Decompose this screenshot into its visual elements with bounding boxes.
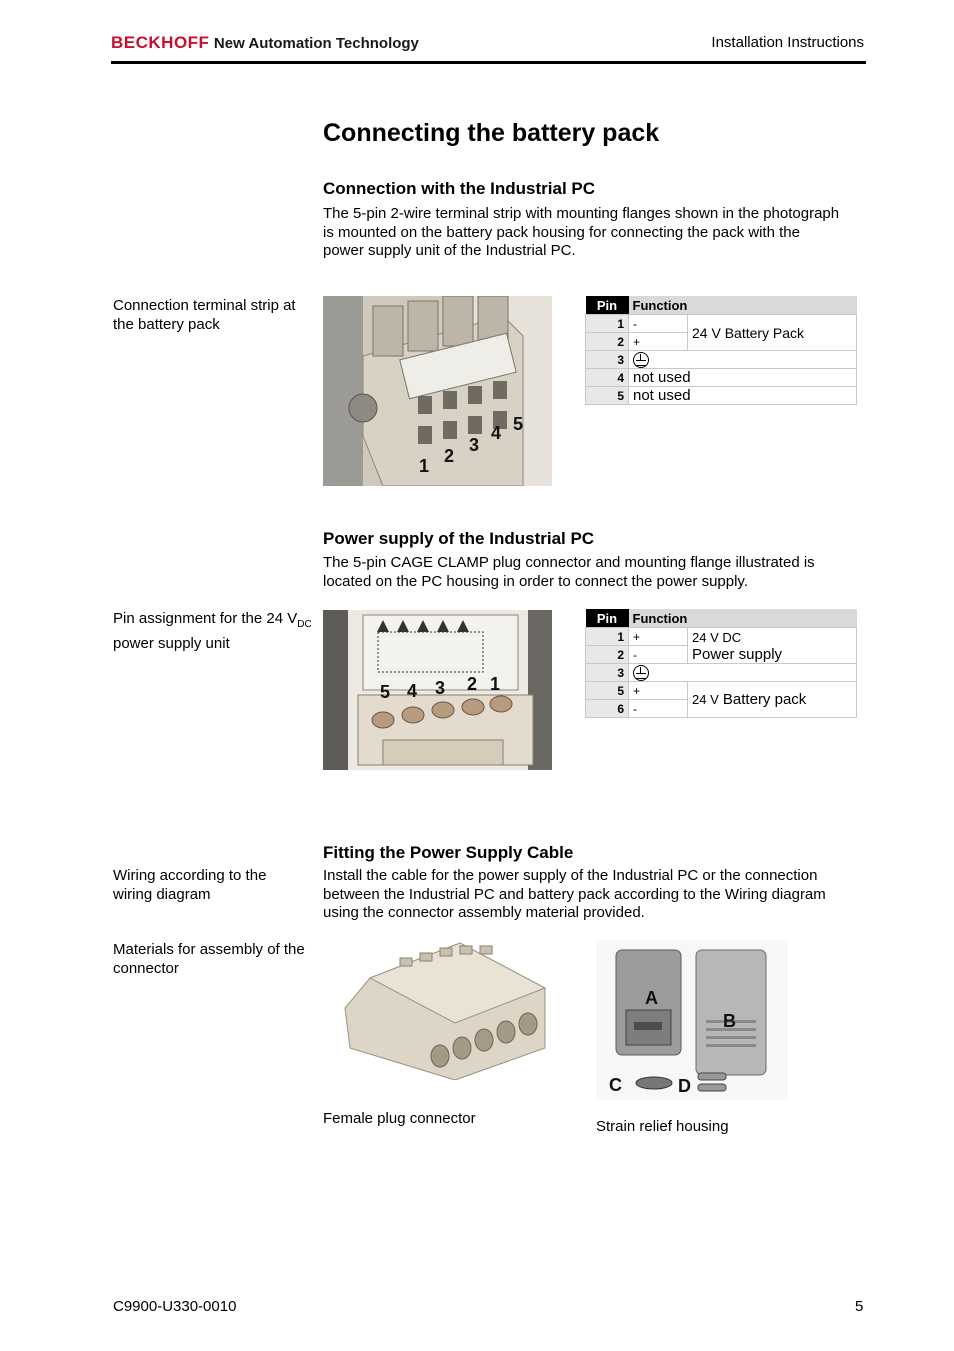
- pin-number: 3: [586, 351, 629, 369]
- table-row: [586, 387, 857, 405]
- callout-4: 4: [491, 423, 502, 443]
- page-title: Connecting the battery pack: [323, 119, 660, 147]
- section-heading-cable: Fitting the Power Supply Cable: [323, 843, 574, 862]
- pin-sign: +: [629, 682, 688, 700]
- col-header-function: Function: [629, 296, 857, 315]
- caption-strain-relief: Strain relief housing: [596, 1118, 729, 1135]
- pin-number: 5: [586, 682, 629, 700]
- section-heading-industrial-pc: Connection with the Industrial PC: [323, 179, 595, 198]
- pin-number: 1: [586, 628, 629, 646]
- side-label-materials: Materials for assembly of the connector: [113, 941, 305, 977]
- pin-table-battery-pack: [585, 296, 857, 405]
- pin-sign: +: [629, 333, 688, 351]
- ground-icon: [633, 665, 649, 681]
- pin-sign: -: [629, 646, 688, 664]
- side-label-pre: Pin assignment for the 24 V: [113, 610, 298, 627]
- callout-d: D: [678, 1076, 691, 1096]
- pin-sign: +: [629, 628, 688, 646]
- pin-sign: -: [629, 315, 688, 333]
- callout-5: 5: [513, 414, 524, 434]
- power-connector-photo: [323, 610, 552, 770]
- callout-2: 2: [467, 674, 478, 694]
- pin-number: 5: [586, 387, 629, 405]
- table-row: [586, 351, 857, 369]
- logo-brand: BECKHOFF: [111, 33, 210, 52]
- terminal-strip-photo: [323, 296, 552, 486]
- callout-c: C: [609, 1075, 622, 1095]
- pin-number: 6: [586, 700, 629, 718]
- pin-function: 24 V Battery Pack: [688, 315, 857, 351]
- pin-function-line1: 24 V DC: [692, 629, 742, 645]
- callout-b: B: [723, 1011, 736, 1031]
- side-label-post: power supply unit: [113, 634, 230, 652]
- pin-function: not used: [629, 387, 857, 405]
- table-row: [586, 369, 857, 387]
- pin-number: 1: [586, 315, 629, 333]
- pin-function-prefix: 24 V: [692, 692, 719, 708]
- pin-number: 4: [586, 369, 629, 387]
- callout-4: 4: [407, 681, 418, 701]
- callout-5: 5: [380, 682, 391, 702]
- strain-relief-illustration: [596, 940, 788, 1100]
- pin-number: 2: [586, 333, 629, 351]
- female-plug-illustration: [340, 938, 550, 1080]
- col-header-function: Function: [629, 609, 857, 628]
- section-heading-power-supply: Power supply of the Industrial PC: [323, 529, 595, 548]
- pin-function: [688, 682, 857, 718]
- pin-sign: -: [629, 700, 688, 718]
- pin-number: 3: [586, 664, 629, 682]
- table-row: [586, 682, 857, 700]
- strain-relief-photo: [596, 940, 788, 1100]
- side-label-terminal-strip: Connection terminal strip at the battery pack: [113, 297, 296, 333]
- side-label-wiring: Wiring according to the wiring diagram: [113, 867, 267, 903]
- side-label-pin-assignment: [113, 610, 318, 653]
- callout-1: 1: [490, 674, 501, 694]
- callout-1: 1: [419, 456, 430, 476]
- footer-page-number: 5: [855, 1298, 864, 1315]
- side-label-sub: DC: [297, 619, 312, 630]
- section-body-cable: Install the cable for the power supply of the Industrial PC or the connection between the Industrial PC and battery pack according to the Wiring diagram using the connector assembly material provided.: [323, 867, 826, 921]
- section-body-power-supply: The 5-pin CAGE CLAMP plug connector and mounting flange illustrated is located on the PC housing in order to connect the power supply.: [323, 554, 815, 590]
- logo-tagline: New Automation Technology: [213, 35, 419, 52]
- doc-section-label: Installation Instructions: [711, 34, 864, 51]
- terminal-strip-illustration: [323, 296, 552, 486]
- footer-doc-number: C9900-U330-0010: [113, 1298, 237, 1315]
- table-row: [586, 628, 857, 646]
- pin-function-line2: Power supply: [692, 645, 783, 663]
- callout-3: 3: [435, 678, 446, 698]
- female-plug-photo: [340, 938, 550, 1080]
- table-row: [586, 315, 857, 333]
- col-header-pin: Pin: [586, 296, 629, 315]
- col-header-pin: Pin: [586, 609, 629, 628]
- pin-function-main: Battery pack: [718, 691, 807, 709]
- callout-a: A: [645, 988, 658, 1008]
- brand-logo: [111, 33, 419, 53]
- pin-function: [688, 628, 857, 664]
- callout-2: 2: [444, 446, 455, 466]
- ground-icon: [633, 352, 649, 368]
- callout-3: 3: [469, 435, 480, 455]
- pin-table-power-supply: [585, 609, 857, 718]
- caption-female-plug: Female plug connector: [323, 1110, 476, 1127]
- table-row: [586, 664, 857, 682]
- section-body-industrial-pc: The 5-pin 2-wire terminal strip with mounting flanges shown in the photograph is mounted on the battery pack housing for connecting the pack with the power supply unit of the Industrial PC.: [323, 205, 840, 259]
- header-rule: [111, 61, 866, 64]
- pin-number: 2: [586, 646, 629, 664]
- pin-function: not used: [629, 369, 857, 387]
